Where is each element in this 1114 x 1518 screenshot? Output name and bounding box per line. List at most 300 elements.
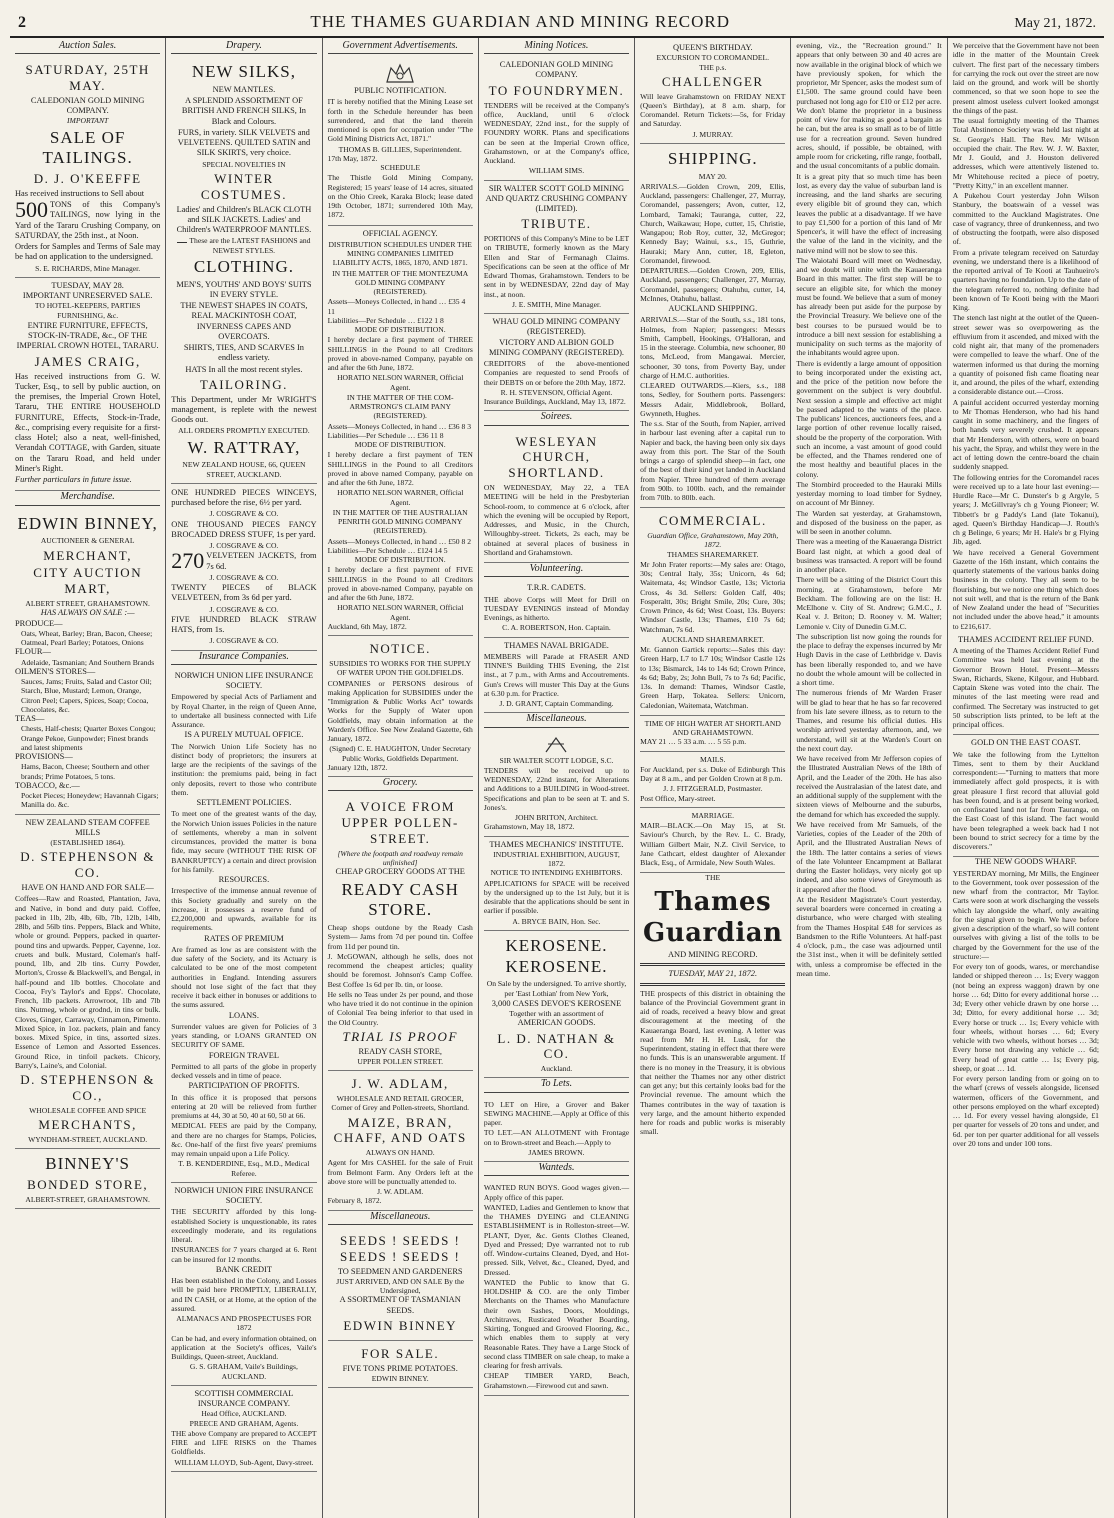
article-text: YESTERDAY morning, Mr Mills, the Engineer to the Government, took over possession of the new wharf from the contractor, Mr Taylor. Carts were soon at work discharging the vessels which lay alongside the wharf, only awaiting for the signal given to begin. We have before given a description of the wharf, so will content ourselves with giving a list of the tolls to be charged by the Government for the use of the structure:—	[952, 868, 1099, 961]
ad-text: Further particulars in future issue.	[15, 475, 132, 485]
ad-text: TONS of this Company's TAILINGS, now lying in the Yard of the Tararu Crushing Company, on SATURDAY, the 25th inst., at Noon.	[15, 200, 161, 240]
ad-title: KEROSENE. KEROSENE.	[505, 935, 608, 976]
address: ALBERT STREET, GRAHAMSTOWN.	[25, 599, 150, 609]
item-list: Pocket Pieces; Honeydew; Havannah Cigars; Manilla do. &c.	[21, 791, 159, 810]
ready-cash-ad	[328, 794, 473, 1071]
on-sale-label: HAS ALWAYS ON SALE :—	[40, 608, 135, 618]
assets-row: Assets—Moneys Collected, in hand … £50 8 2	[327, 536, 471, 546]
ad-text: ONE THOUSAND PIECES FANCY BROCADED DRESS STUFF, 1s per yard.	[171, 519, 317, 539]
ad-subtitle: NEW MANTLES.	[212, 84, 276, 94]
address: Auckland.	[540, 1064, 573, 1074]
news-paragraph: The Warden sat yesterday, at Grahamstown, and disposed of the business on the paper, as will be seen in another column.	[796, 508, 942, 536]
ad-title: NEW SILKS,	[191, 62, 296, 82]
ad-text: ONE HUNDRED PIECES WINCEYS, purchased before the rise, 6½ per yard.	[171, 487, 317, 508]
signature: J. D. GRANT, Captain Commanding.	[499, 699, 614, 709]
ad-text: Can be had, and every information obtained, on application at the Society's offices, Vaile's Buildings, Queen-street, Auckland.	[171, 1333, 317, 1362]
item-list: Hams, Bacon, Cheese; Southern and other brands; Prime Potatoes, 5 tons.	[21, 762, 150, 781]
signature: THOMAS B. GILLIES, Superintendent.	[338, 144, 462, 154]
ad-text: WANTED RUN BOYS. Good wages given.—Apply office of this paper.	[483, 1183, 630, 1202]
potatoes-ad	[328, 1341, 473, 1388]
article-text: The s.s. Star of the South, from Napier, arrived in harbour last evening after a capital run to Napier and back, the having been only six days away from this port. The Star of the South brings a cargo of splendid sheep—in fact, one of the best of their kind yet landed in Auckland from Napier. Three hundred of them average from 90lb. to 100lb. each, and the remainder from 70lb. to 80lb. each.	[640, 419, 786, 503]
ad-text: Permitted to all parts of the globe in properly decked vessels and in time of peace.	[171, 1061, 317, 1081]
category: TEAS—	[15, 714, 45, 724]
news-paragraph: The numerous friends of Mr Warden Fraser will be glad to hear that he has so far recovered from his late severe illness, as to return to the Thames, and resume his official duties. His worship arrived yesterday afternoon, and, we understand, will sit at the Warden's Court on the next court day.	[796, 688, 942, 753]
ad-text: WANTED the Public to know that G. HOLDSHIP & CO. are the only Timber Merchants on the Thames who Manufacture their own Sashes, Doors, Mouldings, Architraves, Rusticated Weather Boarding, Skirting, Tongued and Grooved Flooring, &c., which enables them to supply at very Reasonable Rates. They have a Large Stock of second class TIMBER on sale cheap, to make a clearing for fresh arrivals.	[483, 1277, 630, 1371]
double-rule	[640, 983, 785, 986]
article-text: ARRIVALS.—Star of the South, s.s., 181 tons, Holmes, from Napier; passengers: Messrs Smith, Campbell, Hookings, O'Halloran, and 15 in the steerage. Columbia, new schooner, 80 tons, McLeod, from Mangawai. Mercier, schooner, 30 tons, from Poverty Bay, under charge of H.M.C. authorities.	[640, 315, 786, 380]
notice-date: January 12th, 1872.	[327, 762, 388, 772]
auction-mart: CITY AUCTION MART,	[33, 565, 143, 597]
ad-text: IN THE MATTER OF THE MONTEZUMA GOLD MINING COMPANY (REGISTERED).	[332, 268, 469, 297]
ad-text: THE SECURITY afforded by this long-established Society is unquestionable, its rates exceedingly moderate, and its regulations liberal.	[171, 1207, 317, 1245]
ad-text: The Norwich Union Life Society has no distinct body of proprietors; the insurers at large are the recipients of the savings of the institution: the premiums paid, being in fact only deposits, revert to those who contribute them.	[171, 741, 317, 797]
item-list: Sauces, Jams; Fruits, Salad and Castor Oil; Starch, Blue, Mustard; Lemon, Orange, Citron Peel; Capers, Spices, Soap; Cocoa, Chocolates, &c.	[21, 677, 152, 714]
ad-subtitle: AMERICAN GOODS.	[517, 1018, 596, 1028]
established: (ESTABLISHED 1864).	[50, 838, 125, 848]
notice-date: Grahamstown, May 18, 1872.	[483, 822, 575, 832]
excursion-ad	[640, 40, 785, 144]
notice-date: February 8, 1872.	[327, 1196, 382, 1206]
ad-subtitle: EXCURSION TO COROMANDEL.	[656, 53, 770, 63]
ad-subtitle: TO HOTEL-KEEPERS, PARTIES FURNISHING, &c.	[34, 301, 141, 320]
ad-subtitle: WHOLESALE AND RETAIL GROCER,	[336, 1094, 464, 1103]
ad-subtitle: IS A PURELY MUTUAL OFFICE.	[184, 730, 304, 740]
ad-text: Surrender values are given for Policies of 3 years standing, or LOANS GRANTED ON SECURITY OF SAME.	[171, 1021, 317, 1050]
liabilities-row: Liabilities—Per Schedule … £36 11 8	[327, 430, 444, 440]
ad-subtitle: ALL ORDERS PROMPTLY EXECUTED.	[178, 426, 310, 436]
ad-text: Irrespective of the immense annual revenue of this Society gradually and surely on the increase, it possesses a reserve fund of £2,200,000 and upwards, available for its requirements.	[171, 886, 317, 933]
section-title: SHIPPING.	[667, 148, 758, 168]
ad-text: I hereby declare a first payment of THREE SHILLINGS in the Pound to all Creditors proved in above-named Company, payable on and after the 6th June, 1872.	[327, 335, 473, 373]
article-heading: THE NEW GOODS WHARF.	[974, 857, 1077, 867]
category: FLOUR—	[15, 647, 51, 657]
store-name: BINNEY'S	[45, 1154, 130, 1174]
section-subtitle: MARRIAGE.	[691, 810, 734, 820]
shipping-section	[640, 144, 785, 508]
ad-subtitle: Head Office, AUCKLAND.	[201, 1409, 287, 1419]
article-text: DEPARTURES.—Golden Crown, 209, Ellis, Auckland, passengers; Challenger, 27, Murray, Coromandel, passengers; Otahuhu, cutter, 14, McInnes, Otahuhu, ballast.	[640, 266, 786, 303]
to-let-ads	[484, 1096, 629, 1163]
ad-text: J. McGOWAN, although he sells, does not recommend the cheapest articles; quality should be foremost. Johnson's Camp Coffee. Best Coffee 1s 6d per lb. tin, or loose.	[327, 951, 473, 989]
news-paragraph: We have received from Mr Jefferson copies of the Illustrated Australian News of the 18th of April, and the Leader of the 20th. He has also received the Australasian of the latest date, and an additional supply of the supplement with the sixteen views of Melbourne and the suburbs, the demand for which has exceeded the supply.	[796, 754, 942, 819]
ad-text: ON WEDNESDAY, May 22, a TEA MEETING will be held in the Presbyterian School-room, to commence at 6 o'clock, after which the evening will be occupied by Report, Addresses, and Music, in the Church, Willoughby-street. Tickets, 2s each, may be obtained at several places of business in Shortland and Grahamstown.	[483, 483, 630, 557]
ad-text: WANTED, Ladies and Gentlemen to know that the THAMES DYEING and CLEANING ESTABLISHMENT is in Rolleston-street—W. PLANT, Dyer, &c. Gents Clothes Cleaned, Dyed and Pressed; Dye warranted not to rub off. Window-curtains Cleaned, Dyed, and Hot-pressed. Silk, Velvet, &c., Cleaned, Dyed, and Dressed.	[483, 1202, 630, 1277]
section-header: Drapery.	[171, 40, 316, 54]
hotel-sale-ad	[15, 278, 160, 491]
mails-notice	[640, 752, 785, 808]
ad-text: Coffees—Raw and Roasted, Plantation, Java, and Native, in bond and duty paid. Coffee, packed in 1lb, 2lb, 4lb, 6lb, 7lb, 12lb, 14lb, 28lb, and 56lb tins. Peppers, Black and White, whole or ground. Peppers, packed in quarter-pound tins and upwards. Pepper, Cayenne, 1oz. cruets and bulk. Mustard, Coleman's half-pound, 1lb, and 2lb tins. Curry Powder, Morton's, Crosse & Blackwell's, and Bengal, in half-pound and 1lb bottles. Chocolate and Cocoa, Fry's Taylor's and Epps'. Chocolate, French, 1lb packets. Arrowroot, 1lb and 7lb tins. Nutmeg, whole or grodnd, in tins or bulk. Cloves, Ginger, Carraway, Cinnamon, Pimento. Mixed Spice, in 1oz. packets, plain and fancy boxes. Mixed Spice, in tins, assorted sizes. Essence of Lemon and Assorted Essences. Ground Rice, in tinfoil packets. Chicory, Barry's, Laine's, and Colonial.	[15, 894, 161, 1070]
signature: J. COSGRAVE & CO.	[209, 636, 279, 646]
ad-title: T.R.R. CADETS.	[527, 583, 586, 593]
drapery-ad	[171, 57, 316, 484]
signature: C. A. ROBERTSON, Hon. Captain.	[502, 623, 611, 633]
marriage-notice	[640, 808, 785, 874]
norwich-life-ad	[171, 668, 316, 1183]
ad-text: THE above Company are prepared to ACCEPT FIRE and LIFE RISKS on the Thames Goldfields.	[171, 1428, 317, 1457]
kerosene-ad	[484, 931, 629, 1079]
ad-title: THAMES NAVAL BRIGADE.	[504, 640, 609, 650]
ad-title: PUBLIC NOTIFICATION.	[354, 86, 447, 96]
cosgrave-ads	[171, 484, 316, 651]
ad-title: A VOICE FROM UPPER POLLEN-STREET.	[341, 799, 459, 846]
ad-subtitle: TO SEEDMEN AND GARDENERS	[337, 1266, 463, 1276]
sale-date: SATURDAY, 25TH MAY.	[25, 62, 150, 94]
signature: (Signed) C. E. HAUGHTON, Under Secretary Public Works, Goldfields Department.	[329, 744, 471, 763]
signature: HORATIO NELSON WARNER, Official Agent.	[337, 373, 464, 392]
item-list: Adelaide, Tasmanian; And Southern Brands	[21, 657, 155, 667]
editorial-text: evening, viz., the "Recreation ground." It appears that only between 30 and 40 acres are now available in the original block of which we have previously spoken, for which the proprietor, Mr Spencer, asks the modest sum of £1,500. The same ground could have been purchased not long ago for £10 or £12 per acre. We don't blame the proprietor in a business point of view for making as good a bargain as he can, but the area is so small as to be of little use for a recreation ground. Seven hundred acres, should, if possible, be obtained, with ample room for cricketing, rifle range, football, and the usual concomitants of a public domain.	[796, 41, 942, 171]
ad-text: Orders for Samples and Terms of Sale may be had on application to the undersigned.	[15, 242, 161, 262]
column-3	[323, 38, 479, 1518]
section-header: Wanteds.	[484, 1162, 629, 1176]
signature: R. H. STEVENSON, Official Agent.	[500, 387, 613, 397]
ad-text: TO LET.—AN ALLOTMENT with Frontage on to Brown-street and Beach.—Apply to	[483, 1128, 630, 1147]
ad-subtitle: READY CASH STORE,	[358, 1046, 442, 1056]
address: Corner of Grey and Pollen-streets, Shortland.	[331, 1103, 470, 1113]
section-header: Miscellaneous.	[484, 713, 629, 727]
ad-subtitle: SUBSIDIES TO WORKS FOR THE SUPPLY OF WATER UPON THE GOLDFIELDS.	[329, 659, 472, 678]
editorial-text: THE prospects of this district in obtaining the balance of the Provincial Government grant in aid of roads, received a heavy blow and great discouragement at the meeting of the Kauaeranga Board, last evening. A letter was read from Mr H. H. Lusk, for the Superintendent, stating in effect that there were no funds. This is an unanswerable argument. If there is no money in the Treasury, it is obvious that neither the Thames nor any other district can get any; but this certainly looks bad for the Provincial revenue. The amount which the Thames contributes in the way of taxation is very large, and the amount hitherto expended here for roads and public works is miserably small.	[640, 988, 786, 1137]
section-header: To Lets.	[484, 1078, 629, 1092]
ad-text	[171, 236, 316, 255]
address: NEW ZEALAND HOUSE, 66, QUEEN STREET, AUCKLAND.	[182, 460, 306, 479]
ad-text: MEMBERS will Parade at FRASER AND TINNE'S Building THIS Evening, the 21st inst., at 7 p.m., with Arms and Accoutrements. Gun's Crews will muster This Day at the Guns at 6.30 p.m. for Practice.	[483, 651, 630, 698]
ad-title: TRIAL IS PROOF	[342, 1028, 458, 1044]
ad-text: In this office it is proposed that persons entering at 20 will be relieved from further premiums at 44, 30 at 50, 40 at 60, 50 at 66.	[171, 1092, 317, 1121]
column-2	[166, 38, 322, 1518]
item-list: Oats, Wheat, Barley; Bran, Bacon, Cheese; Oatmeal, Pearl Barley; Potatoes, Onions	[21, 628, 153, 648]
pointing-hand-icon	[177, 236, 187, 243]
merchant-name: EDWIN BINNEY,	[17, 513, 158, 533]
article-text: Mr John Frater reports:—My sales are: Otago, 30s; Central Italy, 35s; Unicorn, 4s 6d; Waitemata, 4s; Windsor Castle, 13s; Victoria Cross, 4s 3d. Sellers: Golden Calf, 40s; Fosperaltt, 30s; Bright Smile, 20s; Cure, 30s; Crown Prince, 4s 6d; West Coast, 13s. Buyers: Windsor Castle, 13s; Thames, £10 7s 6d; Watchman, 7s 6d.	[640, 559, 786, 634]
ad-note: [Where the footpath and roadway remain unfinished]	[337, 848, 463, 868]
ad-subtitle: TRIBUTE.	[521, 216, 592, 232]
signature: J. COSGRAVE & CO.	[209, 509, 279, 519]
address: ALBERT-STREET, GRAHAMSTOWN.	[25, 1194, 150, 1204]
signature: J. W. ADLAM.	[377, 1187, 424, 1197]
scottish-ad	[171, 1386, 316, 1472]
news-paragraph: The following entries for the Coromandel races were received up to a late hour last evening:—Hurdle Race—Mr C. Dunster's b g Argyle, 5 years; J. McGillvray's ch g Young Pioneer; W. Tibbett's br g Paddy's Land (late Tokanui), aged. Queen's Birthday Handicap—J. Routh's ch g Belinge, 6 years; Mr H. Hale's br g Flying Jib, aged.	[952, 472, 1099, 547]
signature: J. MURRAY.	[692, 129, 733, 139]
foundry-tender	[484, 57, 629, 180]
signature: J. J. FITZGERALD, Postmaster.	[663, 784, 763, 794]
news-paragraph: There was a meeting of the Kauaeranga District Board last night, at which a good deal of business was transacted. A report will be found in another place.	[796, 537, 942, 574]
sale-date: TUESDAY, MAY 28.	[51, 280, 124, 290]
issue-date: May 21, 1872.	[1014, 16, 1096, 31]
section-header: Insurance Companies.	[171, 651, 316, 665]
auctioneer: D. J. O'KEEFFE	[33, 171, 142, 187]
ad-text: CREDITORS of the above-mentioned Companies are requested to send Proofs of their DEBTS on or before the 20th May, 1872.	[483, 359, 630, 387]
commercial-section	[640, 508, 785, 716]
article-text: We take the following from the Lyttelton Times, sent to them by their Auckland correspondent:—"Turning to matters that more immediately affect gold prospects, it is with great pleasure I first record that alluvial gold has been found, and is at present being worked, on confiscated land not far from Tauranga, on the East Coast of this island. The fact would have been telegraphed a week back had I not been bound to strict secrecy for a time by the discoverers."	[952, 749, 1099, 851]
ad-text: CHEAP TIMBER YARD, Beach, Grahamstown.—Firewood cut and sawn.	[483, 1371, 630, 1390]
store-type: BONDED STORE,	[27, 1176, 149, 1192]
subsidies-notice	[328, 636, 473, 777]
news-paragraph: A painful accident occurred yesterday morning to Mr Thomas Henderson, who had his hand caught in some machinery, and the fingers of both hands very severely crushed. It appears that Mr Henderson, with others, were on board his yacht, the Spray, and whilst they were in the act of letting down the centre-board the chain suddenly snapped.	[952, 397, 1099, 472]
merchant-name: EDWIN BINNEY	[343, 1317, 458, 1333]
east-coast-article	[953, 735, 1099, 857]
editorial-text: The Waiotahi Board will meet on Wednesday, and we doubt will unite with the Kauaeranga Board in this matter. The first step will be to secure an eligible site, for which the money must be found. We believe that a sum of money has already been put aside for the purpose by the Provincial Treasury. We believe one of the best courses to be pursued would be to introduce a bill next session for establishing a municipality on such terms as the majority of the inhabitants would agree upon.	[796, 255, 942, 358]
bonded-store-ad	[15, 1149, 160, 1209]
signature: EDWIN BINNEY.	[371, 1373, 429, 1383]
article-text: ARRIVALS.—Golden Crown, 209, Ellis, Auckland, passengers: Challenger, 27, Murray, Coromandel, passengers; Avon, cutter, 12, Lombard, Tamaki; Tauranga, cutter, 22, Church, Waikawau; Hope, cutter, 15, Christie, Wangapou; Rob Roy, cutter, 32, McGregor; Kennedy Bay; Wainui, s.s., 15, Guthrie, Hauraki; Mary Ann, cutter, 18, Egleton, Coromandel, firewood.	[640, 181, 786, 265]
address: Post Office, Mary-street.	[640, 793, 716, 803]
tolls-list: For every ton of goods, wares, or merchandise landed or shipped thereon … 1s; Every waggon (not being an express waggon) drawn by one horse … 6d; Ditto for every additional horse … 3d; Every other vehicle drawn by one horse … 3d; Ditto, for every additional horse … 3d; Every horse or truck … 1s; Every vehicle with four wheels, without horses … 6d; Every vehicle with two wheels, without horses … 3d; Every horse not drawing any vehicle … 6d; Every head of great cattle … 1s; Every pig, sheep, or goat … 1d.	[952, 962, 1099, 1073]
vessel-name: CHALLENGER	[661, 73, 764, 89]
ad-subtitle: TO FOUNDRYMEN.	[488, 82, 625, 98]
ad-text	[171, 548, 317, 574]
auctioneer: JAMES CRAIG,	[34, 353, 141, 369]
section-date: MAY 20.	[698, 171, 727, 181]
ad-text: A SSORTMENT OF TASMANIAN SEEDS.	[339, 1295, 461, 1315]
editorial-text: It is a great pity that so much time has been lost, as every day the value of suburban land is increasing, and the land sharks are securing every eligible bit of ground they can, which leaves the public at a disadvantage. If we have to pay £1,500 for a portion of this land of Mr Spencer's, it will have the effect of increasing the value of the land in the vicinity, and the native mind will not be slow to see this.	[796, 171, 942, 255]
tailings-sale-ad	[15, 57, 160, 278]
article-text: For Auckland, per s.s. Duke of Edinburgh This Day at 8 a.m., and per Golden Crown at 8 p.m.	[640, 764, 786, 784]
signature: S. E. RICHARDS, Mine Manager.	[35, 263, 141, 273]
company-name: CALEDONIAN GOLD MINING COMPANY.	[30, 95, 145, 116]
ad-text: TENDERS will be received at the Company's office, Auckland, until 6 o'clock WEDNESDAY, 22nd inst., for the supply of FOUNDRY WORK. Plans and specifications can be seen at the Imperial Crown office, Grahamstown, or at the Company's office, Auckland.	[483, 100, 630, 166]
ad-text: THE NEWEST SHAPES IN COATS, REAL MACKINTOSH COAT, INVERNESS CAPES AND OVERCOATS.	[180, 301, 308, 341]
column-1	[10, 38, 166, 1518]
nameplate-the: THE	[705, 873, 721, 883]
article-text: CLEARED OUTWARDS.—Kiers, s.s., 188 tons, Sedley, for Southern ports. Passengers: Messrs Adair, Middlebrook, Bollard, Gwynneth, Hughes.	[640, 381, 786, 418]
ad-text: IN THE MATTER OF THE AUSTRALIAN PENRITH GOLD MINING COMPANY (REGISTERED).	[332, 507, 468, 536]
ad-text: IT is hereby notified that the Mining Lease set forth in the Schedule hereunder has been surrendered, and that the land therein mentioned is open for occupation under "The Gold Mining Districts Act, 1871."	[327, 97, 473, 144]
ad-text: Ladies' and Children's BLACK CLOTH and SILK JACKETS. Ladies' and Children's WATERPROOF MANTLES.	[176, 204, 312, 235]
column-5	[635, 38, 791, 1518]
cadets-notice	[484, 580, 629, 637]
signature: WILLIAM LLOYD, Sub-Agent, Davy-street.	[174, 1457, 314, 1467]
ad-text: Cheap shops outdone by the Ready Cash System— Jams from 7d per pound tin. Coffee from 11d per pound tin.	[327, 923, 473, 951]
newspaper-title: THE THAMES GUARDIAN AND MINING RECORD	[310, 12, 730, 31]
royal-crest-icon	[328, 62, 473, 84]
assets-row: Assets—Moneys Collected, in hand … £35 4 11	[327, 297, 466, 316]
ad-title: MAIZE, BRAN, CHAFF, AND OATS	[333, 1114, 467, 1146]
ad-text: These are the LATEST FASHIONS and NEWEST STYLES.	[189, 236, 311, 255]
tolls-list: For every person landing from or going on to the wharf (crews of vessels alongside, licensed watermen, officers of the Government, and other persons employed on the wharf excepted) … 1d. For every vessel having alongside, £1 per quarter for vessels of 20 tons and under, and 6d. per ton per quarter additional for all vessels over 20 tons and under 100 tons.	[952, 1074, 1099, 1148]
ad-text: Agent for Mrs CASHEL for the sale of Fruit from Belmont Farm. Any Orders left at the above store will be punctually attended to.	[327, 1158, 473, 1186]
news-paragraph: We have received a General Government Gazette of the 16th instant, which contains the quarterly statements of the various banks doing business in the colony. They all seem to be flourishing, but we notice one thing which does not suit well, and that is the return of the Bank of New Zealand under the head of "Securities not included under the above head," it amounts to £216,617.	[952, 547, 1099, 631]
ad-title: SALE OF TAILINGS.	[42, 127, 133, 168]
section-title: AUCKLAND SHIPPING.	[668, 304, 758, 314]
ad-text: JUST ARRIVED, AND ON SALE By the Undersigned,	[336, 1276, 465, 1296]
ad-text: Has received instructions to Sell about	[15, 188, 145, 198]
ad-text: FURS, in variety. SILK VELVETS and VELVETEENS. QUILTED SATIN and SILK SKIRTS, very choice.	[177, 127, 311, 158]
signature: J. COSGRAVE & CO.	[209, 572, 279, 582]
ad-text: Together with an assortment of	[509, 1009, 604, 1019]
category: PRODUCE—	[15, 618, 63, 628]
notice-date: Insurance Buildings, Auckland, May 13, 1872.	[483, 397, 626, 407]
merchant-role: AUCTIONEER & GENERAL	[40, 536, 135, 546]
address: UPPER POLLEN STREET.	[357, 1056, 444, 1066]
seeds-ad	[328, 1228, 473, 1341]
merchant-name: W. RATTRAY,	[187, 437, 301, 457]
adlam-ad	[328, 1071, 473, 1211]
ad-subtitle: PARTICIPATION OF PROFITS.	[188, 1081, 300, 1091]
ad-subtitle: WHOLESALE COFFEE AND SPICE	[29, 1105, 147, 1115]
ad-text: I hereby declare a first payment of FIVE SHILLINGS in the Pound to all Creditors proved in above-named Company, payable on and after the 6th June, 1872.	[327, 565, 473, 603]
page-number: 2	[18, 14, 26, 31]
ad-subtitle: MODE OF DISTRIBUTION.	[354, 325, 446, 335]
news-paragraph: There will be a sitting of the District Court this morning, at Grahamstown, before Mr Beckham. The following are on the list: H. McElhone v. City of St. Andrew; G.M.C., J. Keal v. J. Briton; D. Rooney v. M. Walter; Lemonie v. City of Dunedin G.M.C.	[796, 575, 942, 631]
masthead	[10, 10, 1104, 38]
wanted-ads	[484, 1179, 629, 1396]
section-subtitle: MAILS.	[700, 754, 726, 764]
ad-text: To meet one of the greatest wants of the day, the Norwich Union issues Policies in the nature of settlements, whereby a man in solvent circumstances, provided the matter is bona fide, may secure (WITHOUT THE RISK OF BANKRUPTCY) a certain and direct provision for his family.	[171, 809, 317, 874]
section-title: COMMERCIAL.	[658, 513, 767, 529]
ad-text	[15, 197, 161, 241]
wharf-article	[953, 857, 1099, 1148]
double-rule	[640, 963, 785, 966]
tide-table	[640, 716, 785, 752]
merchant-name: L. D. NATHAN & CO.	[497, 1030, 616, 1062]
category: OILMEN'S STORES—	[15, 666, 96, 676]
section-subtitle: AUCKLAND SHAREMARKET.	[661, 634, 765, 644]
ad-text: VELVETEEN JACKETS, from 7s 6d.	[206, 551, 317, 571]
signature: HORATIO NELSON WARNER, Official Agent.	[337, 603, 464, 622]
section-header: Mining Notices.	[484, 40, 629, 54]
ad-text: PORTIONS of this Company's Mine to be LET on TRIBUTE, formerly known as the Mary Ellen and Star of Fermanagh Claims. Specifications can be seen at the office of Mr Edward Thomas, Grahamstown. Tenders to be sent in by WEDNESDAY, 22nd day of May inst., at noon.	[483, 234, 630, 299]
public-notification	[328, 57, 473, 226]
assets-row: Assets—Moneys Collected, in hand … £36 8 3	[327, 421, 471, 431]
signature: J. COSGRAVE & CO.	[209, 604, 279, 614]
section-date: Guardian Office, Grahamstown, May 20th, 1872.	[647, 531, 779, 550]
creditors-notice	[484, 314, 629, 411]
ad-title: SIR WALTER SCOTT GOLD MINING AND QUARTZ CRUSHING COMPANY (LIMITED).	[485, 183, 628, 214]
official-agency	[328, 226, 473, 637]
signature: J. E. SMITH, Mine Manager.	[511, 299, 601, 309]
masonic-emblem-icon	[484, 736, 629, 754]
ad-text: He sells no Teas under 2s per pound, and those who have tried it do not continue in the opinion of Colonial Tea being inferior to that used in the Old Country.	[327, 989, 473, 1027]
ad-subtitle: INDUSTRIAL EXHIBITION, AUGUST, 1872.	[493, 849, 620, 869]
ad-text: Are framed as low as are consistent with the due safety of the Society, and its Actuary is calculated to be one of the most competent authorities in England. Intending assurers should not lose sight of the fact that they receive it back either in bonuses or additions to the sums assured.	[171, 944, 317, 1010]
signature: J. COSGRAVE & CO.	[209, 541, 279, 551]
ad-title: VICTORY AND ALBION GOLD MINING COMPANY (REGISTERED).	[488, 337, 624, 357]
editorial-date: TUESDAY, MAY 21, 1872.	[668, 969, 758, 979]
ad-text: This Department, under Mr WRIGHT'S management, is replete with the newest Goods out.	[171, 394, 317, 425]
liabilities-row: Liabilities—Per Schedule … £124 14 5	[327, 545, 448, 555]
ad-text: APPLICATIONS for SPACE will be received by the undersigned up to the 1st July, but it is desirable that the applications should be sent in earlier if possible.	[483, 878, 630, 916]
merchant-name: D. STEPHENSON & CO.,	[20, 1072, 156, 1103]
ad-title: NORWICH UNION LIFE INSURANCE SOCIETY.	[174, 670, 314, 691]
article-text: Mr. Gannon Gartick reports:—Sales this day: Green Harp, L7 to L7 10s; Windsor Castle 12s to 13s; Bismarck, 14s to 14s 6d; Crown Prince, 4s 6d; Baby, 2s; John Bull, 7s to 7s 6d; Pacific, 13s. In demand: Thames, Windsor Castle, Green Harp, Tokatea. Sellers: Unicorn, Caledonian, Waitemata, Watchman.	[640, 645, 786, 710]
institute-notice	[484, 837, 629, 931]
ad-text: FIVE HUNDRED BLACK STRAW HATS, from 1s.	[171, 614, 317, 635]
ad-text: Has received instructions from G. W. Tucker, Esq., to sell by public auction, on the premises, the Imperial Crown Hotel, Tararu, THE ENTIRE HOUSEHOLD FURNITURE, Effects, Stock-in-Trade, &c., comprising every requisite for a first-class Hotel; also a neat, well-finished, Verandah COTTAGE, with Garden, situate on the Tararu Road, and held under Miner's Right.	[15, 371, 161, 473]
news-paragraph: We have received from Mr Samuels, of the Varieties, copies of the Leader of the 20th of April, and the Illustrated Australian News of the 18th. The latter contains a series of views of the late Volunteer Encampment at Ballarat during the Easter holidays, very nicely got up indeed, and also some views of Greymouth as it appeared after the flood.	[796, 819, 942, 894]
merchant-name: J. W. ADLAM,	[351, 1076, 449, 1092]
ad-subtitle: BANK CREDIT	[215, 1264, 272, 1274]
drop-number: 500	[15, 197, 48, 223]
ad-subtitle: SPECIAL NOVELTIES IN	[202, 159, 286, 169]
section-header: Government Advertisements.	[328, 40, 473, 54]
ad-text: Empowered by special Acts of Parliament and by Royal Charter, in the reign of Queen Anne, to undertake all business connected with Life Assurance.	[171, 692, 317, 730]
drop-number: 270	[171, 548, 205, 574]
ad-text: THE above Corps will Meet for Drill on TUESDAY EVENINGS instead of Monday Evenings, as hitherto.	[483, 594, 630, 623]
ad-text: MEDICAL FEES are paid by the Company, and there are no charges for Stamps, Policies, &c. One-half of the first five years' premiums may remain unpaid upon a Life Policy.	[171, 1121, 317, 1159]
ad-subtitle: ALMANACS AND PROSPECTUSES FOR 1872	[176, 1314, 312, 1333]
ad-text: HATS In all the most recent styles.	[185, 364, 303, 374]
ad-title: OFFICIAL AGENCY.	[362, 228, 438, 238]
ad-text: IN THE MATTER OF THE COM-ARMSTRONG'S CLAIM PANY (REGISTERED).	[346, 392, 454, 421]
ad-title: QUEEN'S BIRTHDAY.	[672, 43, 753, 52]
section-header: Auction Sales.	[15, 40, 160, 54]
ad-title: IMPORTANT UNRESERVED SALE.	[22, 291, 153, 301]
column-4	[479, 38, 635, 1518]
signature: WILLIAM SIMS.	[528, 166, 585, 176]
news-paragraph: The usual fortnightly meeting of the Thames Total Abstinence Society was held last night at St. George's Hall. The Rev. Mr Wilson occupied the chair. The Rev. W. J. W. Baxter, Mr J. Gould, and J. Houston delivered addresses, which were attentively listened to. Mr Whitehouse recited a piece of poetry, "Pretty Kitty," in an excellent manner.	[952, 116, 1099, 190]
ad-text: COMPANIES or PERSONS desirous of making Application for SUBSIDIES under the "Immigration & Public Works Act" towards Works for the Supply of Water upon Goldfields, may obtain information at the Warden's Office. See New Zealand Gazette, 6th January, 1872.	[327, 678, 473, 744]
ad-title: NOTICE.	[369, 641, 431, 657]
coffee-mills-ad	[15, 815, 160, 1150]
ad-title: SIR WALTER SCOTT LODGE, S.C.	[499, 755, 614, 765]
signature: G. S. GRAHAM, Vaile's Buildings, AUCKLAND.	[189, 1362, 298, 1381]
column-7	[948, 38, 1104, 1518]
ad-title: CALEDONIAN GOLD MINING COMPANY.	[499, 60, 614, 80]
signature: HORATIO NELSON WARNER, Official Agent.	[337, 488, 464, 507]
ad-subtitle: FOREIGN TRAVEL	[208, 1050, 280, 1060]
ad-text: Has been established in the Colony, and Losses will be paid here PROMPTLY, LIBERALLY, and IN CASH, or at Home, at the option of the assured.	[171, 1276, 317, 1313]
column-6	[791, 38, 947, 1518]
signature: JOHN BRITON, Architect.	[515, 813, 598, 823]
nameplate-title: Thames Guardian	[643, 886, 783, 949]
section-subtitle: THAMES SHAREMARKET.	[667, 549, 759, 559]
section-header: Soirees.	[484, 411, 629, 425]
ad-subtitle: MODE OF DISTRIBUTION.	[354, 555, 446, 565]
news-paragraph: The stench last night at the outlet of the Queen-street sewer was so overpowering as the effluvium from it ascended, and mixed with the cold night air, that many of the promenaders were compelled to leave the wharf. One of the watermen informed us that during the morning a quantity of poisoned fish came floating near it, and around, the piles of the wharf, extending a considerable distance out.—Cross.	[952, 313, 1099, 397]
ad-text: THE p.s.	[699, 62, 727, 72]
news-paragraph: We perceive that the Government have not been idle in the matter of the Mountain Creek culvert. The first part of the necessary timbers for carrying the rock out over the street are now laid on the ground, and work will be shortly commenced, so that we soon hope to see the present almost useless culvert looked amongst the things of the past.	[952, 41, 1099, 115]
section-subtitle: TIME OF HIGH WATER AT SHORTLAND AND GRAHAMSTOWN.	[644, 718, 781, 738]
section-header: Miscellaneous.	[328, 1211, 473, 1225]
ad-title: WESLEYAN CHURCH, SHORTLAND.	[508, 433, 605, 481]
wesleyan-ad	[484, 429, 629, 564]
section-header: Merchandise.	[15, 491, 160, 505]
news-paragraph: From a private telegram received on Saturday evening, we understand there is a likelihood of the reported arrival of Te Kooti at Tauhueiro's quarters having no foundation. Up to the date of the telegram referred to, nothing definite had been known of Te Kooti being with the Maori King.	[952, 247, 1099, 312]
notice-date: 17th May, 1872.	[327, 153, 378, 163]
ad-subtitle: PREECE AND GRAHAM, Agents.	[189, 1418, 299, 1428]
signature: JAMES BROWN.	[528, 1147, 585, 1157]
merchant-name: D. STEPHENSON & CO.	[20, 849, 156, 881]
signature: A. BRYCE BAIN, Hon. Sec.	[512, 916, 601, 926]
ad-text: ENTIRE FURNITURE, EFFECTS, STOCK-IN-TRADE, &c., OF THE IMPERIAL CROWN HOTEL, TARARU.	[16, 320, 159, 351]
section-header: Volunteering.	[484, 563, 629, 577]
editorial-nameplate	[640, 873, 785, 985]
ad-subtitle: LOANS.	[228, 1010, 259, 1020]
ad-text: A SPLENDID ASSORTMENT OF BRITISH AND FRENCH SILKS, In Black and Colours.	[181, 96, 306, 126]
ad-text: INSURANCES for 7 years charged at 6. Rent can be insured for 12 months.	[171, 1245, 317, 1264]
ad-text: TO LET on Hire, a Grover and Baker SEWING MACHINE.—Apply at Office of this paper.	[483, 1099, 630, 1128]
ad-text: MEN'S, YOUTHS' AND BOYS' SUITS IN EVERY STYLE.	[176, 279, 312, 299]
ad-title: WHAU GOLD MINING COMPANY (REGISTERED).	[492, 317, 621, 337]
ad-subtitle: NOTICE TO INTENDING EXHIBITORS.	[490, 868, 623, 878]
ad-subtitle: MODE OF DISTRIBUTION.	[354, 440, 446, 450]
news-paragraph: At the Resident Magistrate's Court yesterday, several boarders were concerned in creating a disturbance, who were charged with stealing from the Thames Hospital £48 for services as Bandsmen to the Rifle Volunteers. At half-past 4 o'clock, p.m., the case was adjourned until the 31st inst., when it will be definitely settled with, unless a compromise be effected in the mean time.	[796, 894, 942, 978]
news-paragraph: A Pukehou Court yesterday John Wilson Stanbury, the boatswain of a vessel was committed to the Auckland Magistrates. One case of vagrancy, three of drunkenness, and two of obstructing the footpath, were also disposed of.	[952, 191, 1099, 247]
merchant-word: MERCHANTS,	[38, 1117, 137, 1133]
ad-text: On Sale by the undersigned. To arrive shortly, per 'East Lothian' from New York,	[486, 979, 627, 998]
relief-fund-article	[953, 632, 1099, 736]
section-header: Grocery.	[328, 777, 473, 791]
news-paragraph: The Stornbird proceeded to the Hauraki Mills yesterday morning to load timber for Sydney, on account of Mr Binney.	[796, 479, 942, 508]
ad-subtitle: SETTLEMENT POLICIES.	[196, 798, 292, 808]
ad-text: Will leave Grahamstown on FRIDAY NEXT (Queen's Birthday), at 8 a.m. sharp, for Coromandel. Return Tickets:—5s, for Friday and Saturday.	[640, 91, 786, 129]
ad-title: NORWICH UNION FIRE INSURANCE SOCIETY.	[174, 1185, 314, 1206]
ad-title: SCOTTISH COMMERCIAL INSURANCE COMPANY.	[194, 1388, 294, 1409]
news-paragraph: The subscription list now going the rounds for the place to defray the expenses incurred by Mr Hugh Davis in the case of Lethbridge v. Davis has been liberally responded to, and we have no doubt the whole amount will be collected in a short time.	[796, 631, 942, 687]
ad-title: TAILORING.	[199, 376, 288, 392]
ad-subtitle: ALWAYS ON HAND.	[365, 1148, 435, 1158]
